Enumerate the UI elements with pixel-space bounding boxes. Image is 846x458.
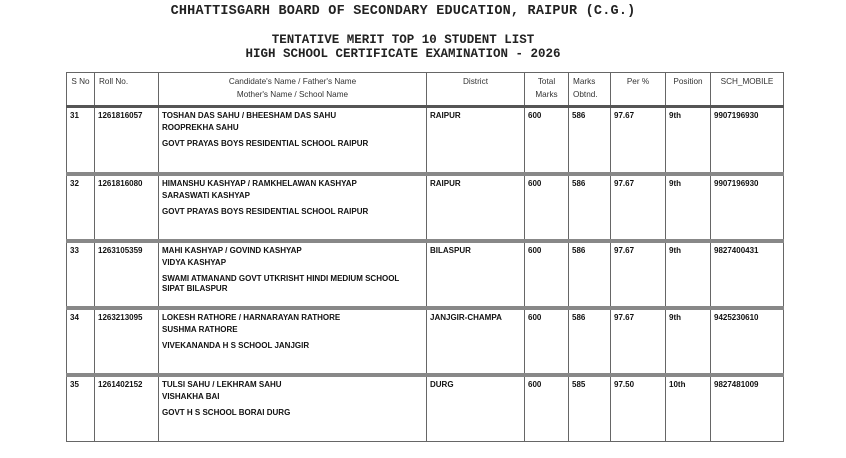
school-name: GOVT PRAYAS BOYS RESIDENTIAL SCHOOL RAIPUR [162,206,369,216]
school-name: GOVT H S SCHOOL BORAI DURG [162,407,291,417]
total-cell: 600 [525,308,569,375]
merit-table [66,72,784,442]
total-cell: 600 [525,107,569,174]
mobile-cell: 9827481009 [711,375,784,442]
roll-cell: 1261816057 [95,107,159,174]
exam-title: HIGH SCHOOL CERTIFICATE EXAMINATION - 2026 [245,47,561,61]
candidate-header-line1: Candidate's Name / Father's Name [228,77,357,86]
obtained-cell: 586 [569,174,611,241]
obtained-cell: 586 [569,308,611,375]
name-father: TULSI SAHU / LEKHRAM SAHU [162,379,282,389]
candidate-cell [159,241,427,308]
col-obtained-header [569,73,611,107]
col-district-header: District [427,73,525,107]
roll-cell: 1263105359 [95,241,159,308]
candidate-cell [159,375,427,442]
school-name: SWAMI ATMANAND GOVT UTKRISHT HINDI MEDIUM SCHOOL SIPAT BILASPUR [162,273,400,293]
mother-name: VIDYA KASHYAP [162,257,227,267]
col-mobile-header: SCH_MOBILE [711,73,784,107]
mobile-cell: 9907196930 [711,107,784,174]
total-cell: 600 [525,241,569,308]
percent-cell: 97.50 [611,375,666,442]
name-father: LOKESH RATHORE / HARNARAYAN RATHORE [162,312,341,322]
position-cell: 9th [666,107,711,174]
table-row [67,174,784,241]
sno-cell: 32 [67,174,95,241]
mobile-cell: 9425230610 [711,308,784,375]
board-title: CHHATTISGARH BOARD OF SECONDARY EDUCATION, RAIPUR (C.G.) [170,4,636,19]
total-cell: 600 [525,375,569,442]
name-father: MAHI KASHYAP / GOVIND KASHYAP [162,245,302,255]
mother-name: SARASWATI KASHYAP [162,190,251,200]
obtained-header-line2: Obtnd. [573,90,598,99]
district-cell: RAIPUR [427,174,525,241]
district-cell: BILASPUR [427,241,525,308]
obtained-cell: 586 [569,107,611,174]
school-name: GOVT PRAYAS BOYS RESIDENTIAL SCHOOL RAIPUR [162,139,369,148]
table-row [67,375,784,442]
obtained-cell: 586 [569,241,611,308]
sno-cell: 31 [67,107,95,174]
obtained-cell: 585 [569,375,611,442]
sno-cell: 34 [67,308,95,375]
sno-cell: 35 [67,375,95,442]
list-title: TENTATIVE MERIT TOP 10 STUDENT LIST [271,33,535,47]
roll-cell: 1261816080 [95,174,159,241]
col-position-header: Position [666,73,711,107]
percent-cell: 97.67 [611,107,666,174]
total-header-line2: Marks [535,90,558,99]
district-cell: DURG [427,375,525,442]
mobile-cell: 9907196930 [711,174,784,241]
col-sno-header: S No [67,73,95,107]
candidate-header-line2: Mother's Name / School Name [236,90,349,99]
table-row [67,107,784,174]
position-cell: 10th [666,375,711,442]
col-total-header [525,73,569,107]
candidate-cell [159,174,427,241]
table-row [67,241,784,308]
total-cell: 600 [525,174,569,241]
position-cell: 9th [666,174,711,241]
roll-cell: 1261402152 [95,375,159,442]
mother-name: SUSHMA RATHORE [162,324,238,334]
position-cell: 9th [666,308,711,375]
col-percent-header: Per % [611,73,666,107]
table-row [67,308,784,375]
name-father: HIMANSHU KASHYAP / RAMKHELAWAN KASHYAP [162,178,357,188]
sno-cell: 33 [67,241,95,308]
obtained-header-line1: Marks [573,77,596,86]
position-cell: 9th [666,241,711,308]
col-roll-header: Roll No. [95,73,159,107]
percent-cell: 97.67 [611,308,666,375]
name-father: TOSHAN DAS SAHU / BHEESHAM DAS SAHU [162,111,337,120]
district-cell: RAIPUR [427,107,525,174]
mother-name: VISHAKHA BAI [162,391,220,401]
mother-name: ROOPREKHA SAHU [162,123,239,132]
roll-cell: 1263213095 [95,308,159,375]
candidate-cell [159,308,427,375]
total-header-line1: Total [537,77,556,86]
percent-cell: 97.67 [611,174,666,241]
school-name: VIVEKANANDA H S SCHOOL JANJGIR [162,340,310,350]
col-candidate-header [159,73,427,107]
mobile-cell: 9827400431 [711,241,784,308]
candidate-cell [159,107,427,174]
percent-cell: 97.67 [611,241,666,308]
header-row [67,73,784,107]
district-cell: JANJGIR-CHAMPA [427,308,525,375]
